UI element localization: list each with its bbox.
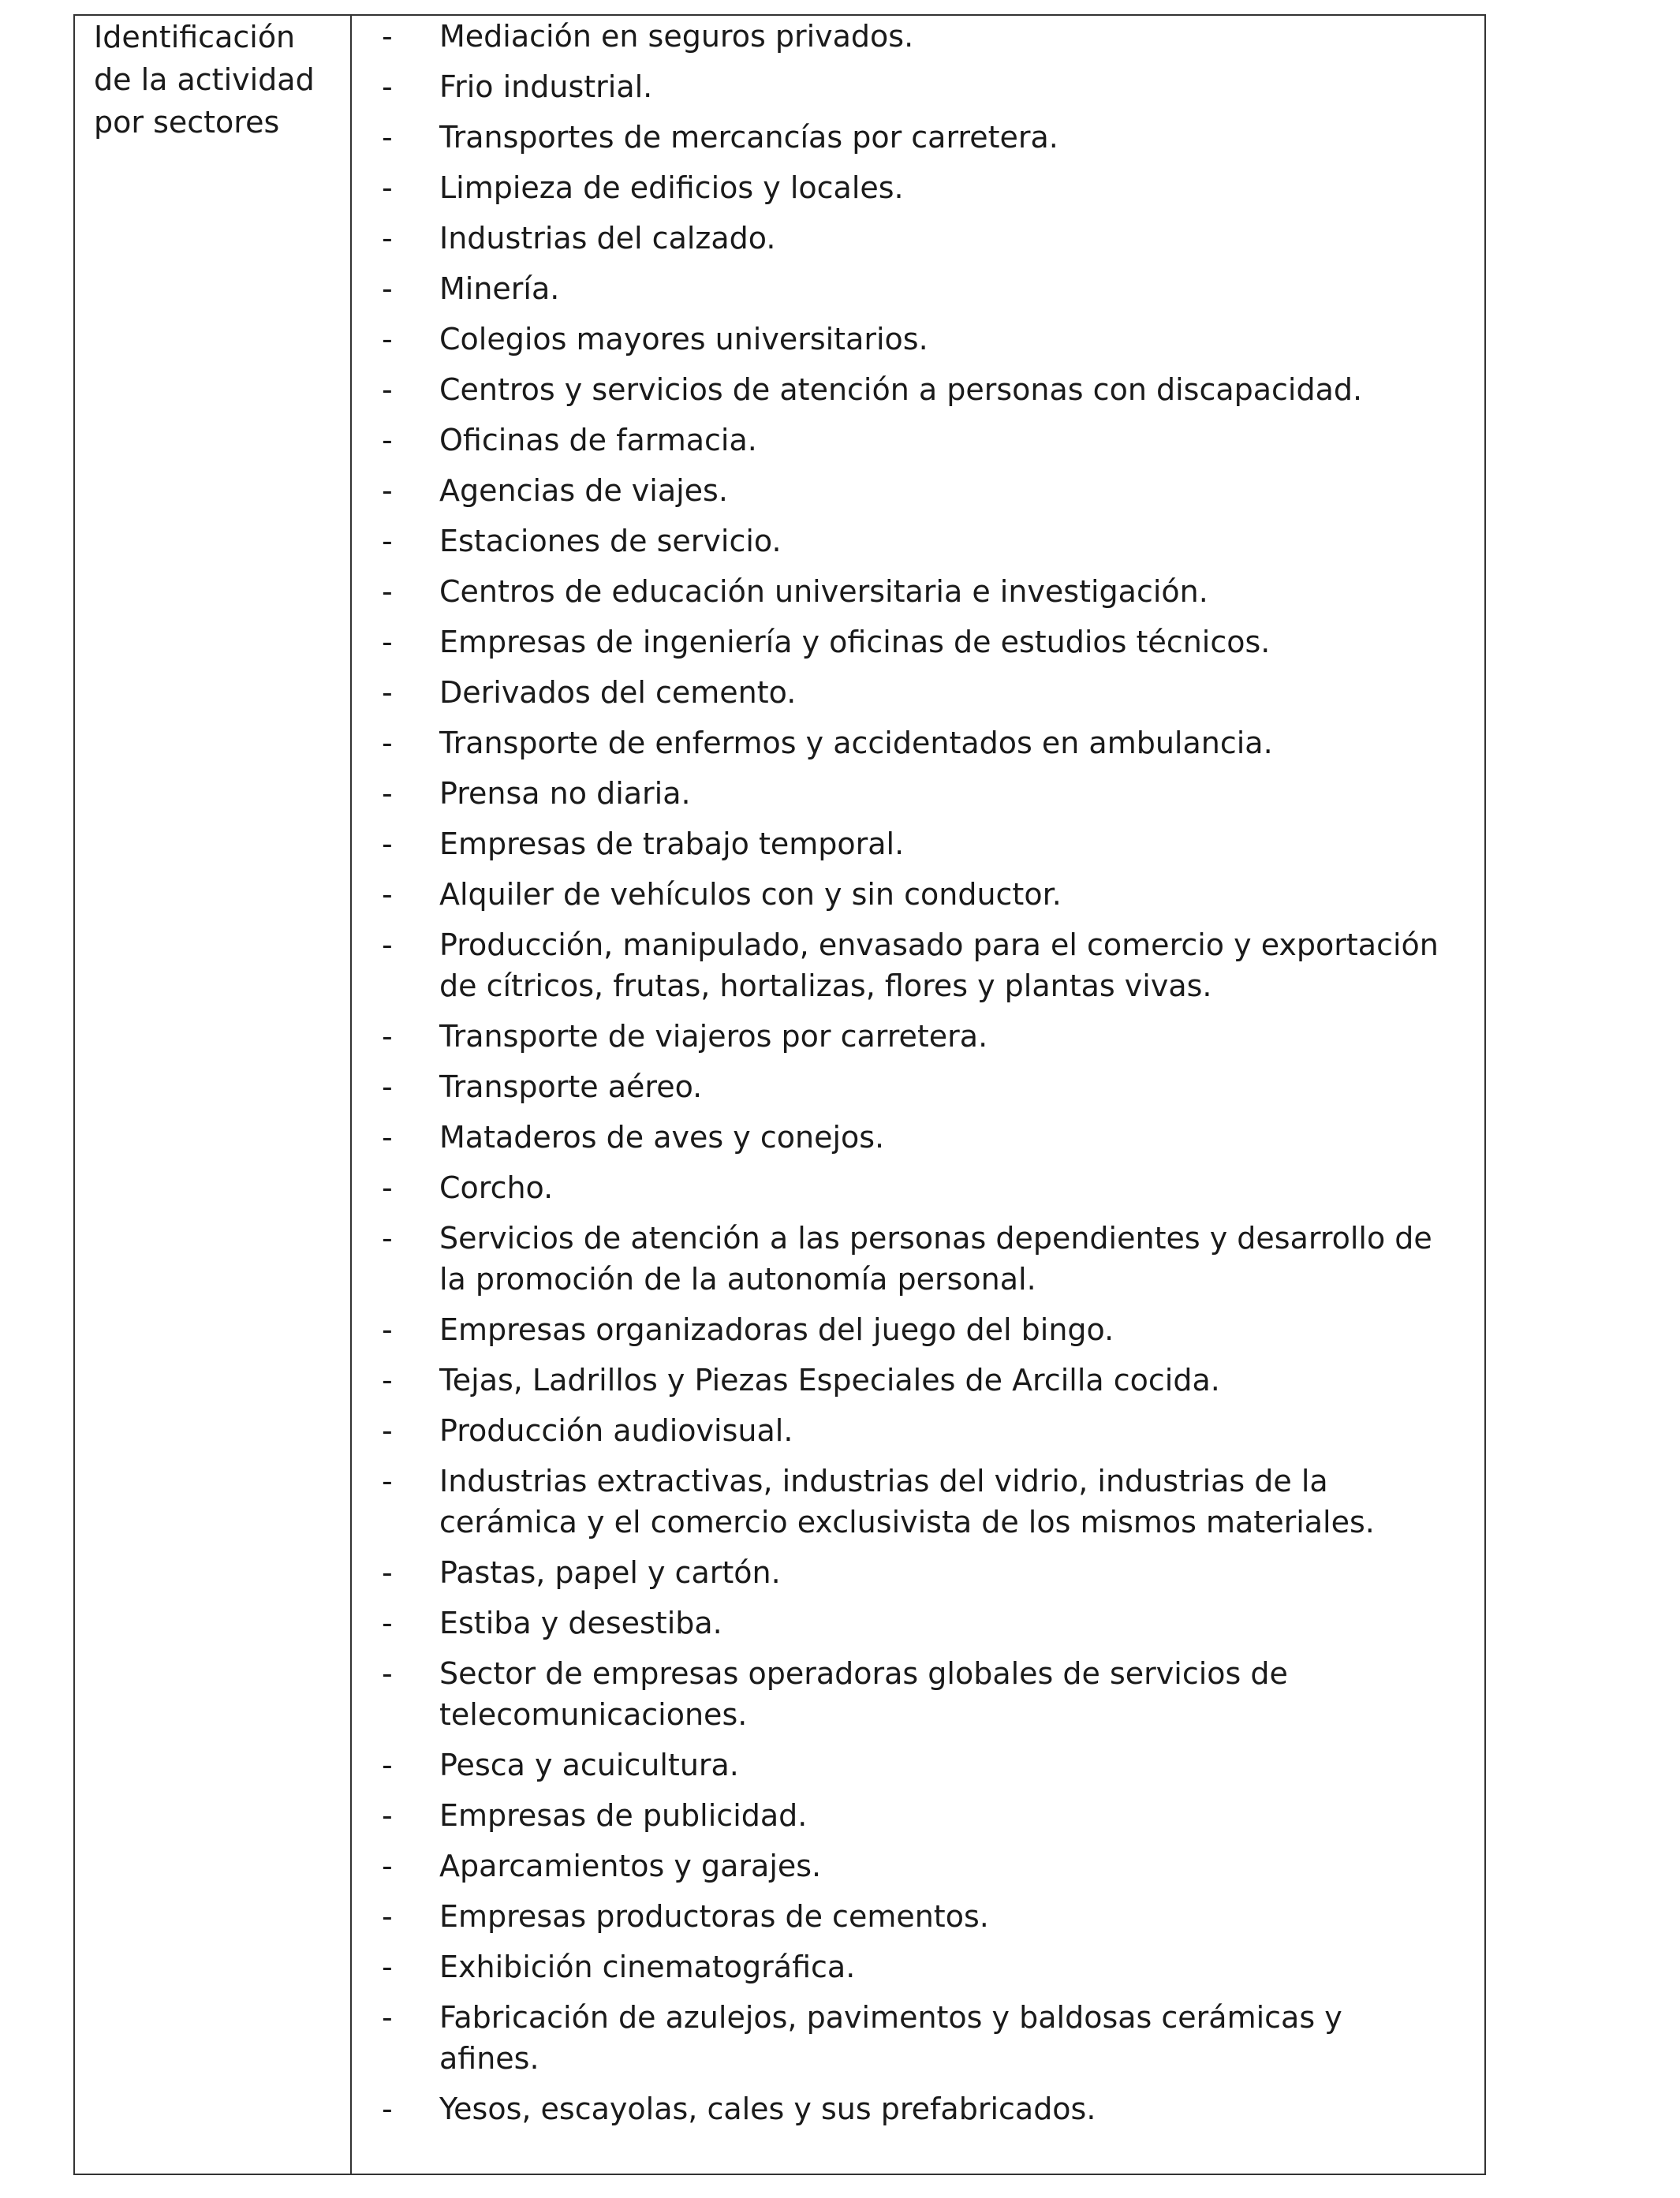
list-item	[352, 117, 1484, 158]
list-item	[352, 874, 1484, 915]
list-item-text: Producción audiovisual.	[439, 1413, 793, 1448]
sector-label-line: Identificación	[94, 20, 296, 54]
list-item	[352, 1653, 1484, 1735]
dash-bullet: -	[382, 675, 393, 710]
list-item-text: Exhibición cinematográfica.	[439, 1950, 856, 1984]
list-item	[352, 1167, 1484, 1208]
list-item-text: Empresas organizadoras del juego del bingo.	[439, 1312, 1114, 1347]
dash-bullet: -	[382, 1798, 393, 1833]
dash-bullet: -	[382, 1413, 393, 1448]
list-item-text: Centros de educación universitaria e investigación.	[439, 574, 1208, 609]
list-item-text: Limpieza de edificios y locales.	[439, 170, 904, 205]
list-item-text: Transporte aéreo.	[439, 1069, 703, 1104]
dash-bullet: -	[382, 1312, 393, 1347]
list-item-text: Empresas de trabajo temporal.	[439, 827, 905, 861]
dash-bullet: -	[382, 1221, 393, 1256]
list-item-text: Estaciones de servicio.	[439, 524, 782, 558]
dash-bullet: -	[382, 1950, 393, 1984]
list-item-text: Empresas de ingeniería y oficinas de estudios técnicos.	[439, 625, 1271, 659]
list-item-text: Tejas, Ladrillos y Piezas Especiales de Arcilla cocida.	[439, 1363, 1220, 1398]
dash-bullet: -	[382, 271, 393, 306]
dash-bullet: -	[382, 877, 393, 912]
list-item-text: Transporte de viajeros por carretera.	[439, 1019, 988, 1054]
list-item-text: Industrias extractivas, industrias del vidrio, industrias de la cerámica y el comercio exclusivista de los mismos materiales.	[439, 1464, 1375, 1539]
list-item-text: Colegios mayores universitarios.	[439, 322, 928, 356]
list-item	[352, 1117, 1484, 1158]
dash-bullet: -	[382, 372, 393, 407]
list-item	[352, 924, 1484, 1006]
list-item-text: Pastas, papel y cartón.	[439, 1555, 781, 1590]
dash-bullet: -	[382, 473, 393, 508]
dash-bullet: -	[382, 1069, 393, 1104]
list-item	[352, 167, 1484, 208]
sector-label-line: de la actividad	[94, 62, 315, 97]
list-item	[352, 672, 1484, 713]
list-item	[352, 2088, 1484, 2129]
list-item-text: Frio industrial.	[439, 69, 653, 104]
dash-bullet: -	[382, 322, 393, 356]
list-item	[352, 621, 1484, 662]
dash-bullet: -	[382, 221, 393, 256]
dash-bullet: -	[382, 927, 393, 962]
list-item	[352, 1845, 1484, 1886]
list-item-text: Producción, manipulado, envasado para el comercio y exportación de cítricos, frutas, hortalizas, flores y plantas vivas.	[439, 927, 1439, 1003]
list-item	[352, 470, 1484, 511]
list-item	[352, 1795, 1484, 1836]
dash-bullet: -	[382, 1120, 393, 1155]
list-item-text: Empresas de publicidad.	[439, 1798, 808, 1833]
list-item-text: Derivados del cemento.	[439, 675, 797, 710]
dash-bullet: -	[382, 2092, 393, 2126]
list-item	[352, 1745, 1484, 1786]
dash-bullet: -	[382, 1656, 393, 1691]
sector-label-cell	[75, 16, 352, 2174]
list-item-text: Aparcamientos y garajes.	[439, 1849, 822, 1883]
list-item	[352, 1309, 1484, 1350]
list-item-text: Mataderos de aves y conejos.	[439, 1120, 885, 1155]
list-item-text: Yesos, escayolas, cales y sus prefabricados.	[439, 2092, 1096, 2126]
list-item-text: Corcho.	[439, 1170, 554, 1205]
list-item-text: Oficinas de farmacia.	[439, 423, 757, 457]
dash-bullet: -	[382, 1748, 393, 1782]
list-item	[352, 319, 1484, 360]
dash-bullet: -	[382, 1849, 393, 1883]
list-item-text: Pesca y acuicultura.	[439, 1748, 739, 1782]
dash-bullet: -	[382, 827, 393, 861]
list-item	[352, 1360, 1484, 1401]
list-item	[352, 1218, 1484, 1300]
list-item	[352, 268, 1484, 309]
list-item	[352, 16, 1484, 57]
dash-bullet: -	[382, 2000, 393, 2035]
list-item	[352, 1016, 1484, 1057]
activity-table	[73, 14, 1486, 2175]
list-item-text: Sector de empresas operadoras globales de servicios de telecomunicaciones.	[439, 1656, 1288, 1732]
sector-label-line: por sectores	[94, 105, 280, 140]
list-item	[352, 773, 1484, 814]
list-item-text: Minería.	[439, 271, 560, 306]
dash-bullet: -	[382, 120, 393, 155]
list-item	[352, 369, 1484, 410]
dash-bullet: -	[382, 1363, 393, 1398]
list-item	[352, 1946, 1484, 1987]
list-item	[352, 1461, 1484, 1543]
dash-bullet: -	[382, 19, 393, 54]
list-item-text: Prensa no diaria.	[439, 776, 691, 811]
list-item-text: Agencias de viajes.	[439, 473, 728, 508]
list-item	[352, 66, 1484, 107]
dash-bullet: -	[382, 1899, 393, 1934]
list-item	[352, 1552, 1484, 1593]
dash-bullet: -	[382, 69, 393, 104]
dash-bullet: -	[382, 625, 393, 659]
sector-list	[352, 16, 1484, 2129]
dash-bullet: -	[382, 1555, 393, 1590]
list-item-text: Fabricación de azulejos, pavimentos y baldosas cerámicas y afines.	[439, 2000, 1342, 2076]
list-item	[352, 1997, 1484, 2079]
list-item-text: Centros y servicios de atención a personas con discapacidad.	[439, 372, 1363, 407]
list-item	[352, 1410, 1484, 1451]
list-item	[352, 218, 1484, 259]
dash-bullet: -	[382, 524, 393, 558]
list-item-text: Servicios de atención a las personas dependientes y desarrollo de la promoción de la autonomía personal.	[439, 1221, 1432, 1297]
dash-bullet: -	[382, 1464, 393, 1498]
dash-bullet: -	[382, 1019, 393, 1054]
list-item	[352, 571, 1484, 612]
dash-bullet: -	[382, 1170, 393, 1205]
list-item-text: Transporte de enfermos y accidentados en ambulancia.	[439, 726, 1273, 760]
list-item	[352, 722, 1484, 763]
dash-bullet: -	[382, 776, 393, 811]
list-item	[352, 420, 1484, 461]
sector-list-cell	[352, 16, 1484, 2174]
list-item-text: Empresas productoras de cementos.	[439, 1899, 989, 1934]
list-item-text: Mediación en seguros privados.	[439, 19, 914, 54]
list-item	[352, 823, 1484, 864]
list-item	[352, 521, 1484, 562]
dash-bullet: -	[382, 574, 393, 609]
list-item-text: Alquiler de vehículos con y sin conductor.	[439, 877, 1062, 912]
list-item	[352, 1066, 1484, 1107]
list-item-text: Industrias del calzado.	[439, 221, 776, 256]
dash-bullet: -	[382, 1606, 393, 1640]
list-item	[352, 1603, 1484, 1644]
dash-bullet: -	[382, 726, 393, 760]
list-item-text: Estiba y desestiba.	[439, 1606, 722, 1640]
list-item	[352, 1896, 1484, 1937]
dash-bullet: -	[382, 423, 393, 457]
list-item-text: Transportes de mercancías por carretera.	[439, 120, 1058, 155]
dash-bullet: -	[382, 170, 393, 205]
